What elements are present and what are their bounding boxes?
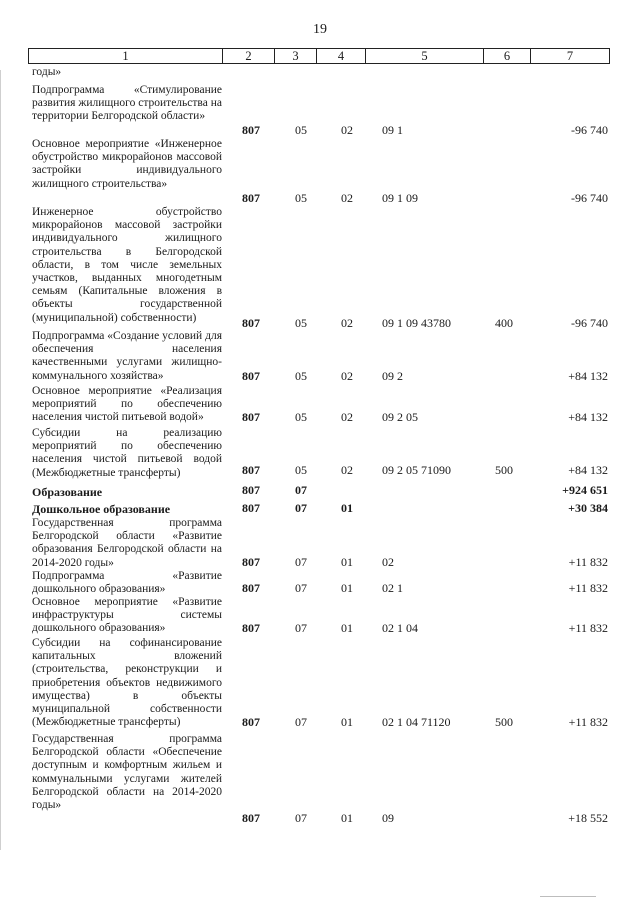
row-description: Дошкольное образование <box>32 502 171 516</box>
row-target-code: 09 2 05 <box>382 410 418 424</box>
row-amount: +11 832 <box>568 581 608 595</box>
row-amount: +924 651 <box>562 483 608 497</box>
row-section-code: 07 <box>295 555 307 569</box>
row-target-code: 09 2 <box>382 369 403 383</box>
row-target-code: 02 <box>382 555 394 569</box>
scan-margin-line <box>0 70 1 850</box>
row-target-code: 02 1 04 71120 <box>382 715 451 729</box>
row-description: Субсидии на софинансирование капитальных вложений (строительства, реконструкции и приобретения объектов недвижимого имущества) в объекты муниципальной собственности (Межбюджетные трансферты) <box>32 637 222 729</box>
row-expense-type: 500 <box>495 463 513 477</box>
row-section-code: 05 <box>295 191 307 205</box>
row-ministry-code: 807 <box>242 501 260 515</box>
row-ministry-code: 807 <box>242 581 260 595</box>
header-col-5: 5 <box>365 49 483 63</box>
row-ministry-code: 807 <box>242 123 260 137</box>
row-ministry-code: 807 <box>242 483 260 497</box>
row-amount: +18 552 <box>568 811 608 825</box>
row-description: Образование <box>32 485 103 499</box>
row-section-code: 07 <box>295 621 307 635</box>
row-subsection-code: 01 <box>341 811 353 825</box>
row-subsection-code: 02 <box>341 463 353 477</box>
page-number: 19 <box>313 22 327 37</box>
row-description: Инженерное обустройство микрорайонов массовой застройки индивидуального жилищного строительства в Белгородской области, в том числе земельных участков, выданных многодетным семьям (Капитальные вложения в объекты государственной (муниципальной) собственности) <box>32 206 222 324</box>
header-col-7: 7 <box>530 49 609 63</box>
row-ministry-code: 807 <box>242 621 260 635</box>
row-target-code: 09 2 05 71090 <box>382 463 451 477</box>
row-description: Государственная программа Белгородской области «Развитие образования Белгородской области на 2014-2020 годы» <box>32 517 222 569</box>
row-target-code: 02 1 04 <box>382 621 418 635</box>
row-amount: +30 384 <box>568 501 608 515</box>
row-ministry-code: 807 <box>242 191 260 205</box>
row-description: Государственная программа Белгородской области «Обеспечение доступным и комфортным жильем и коммунальными услугами жителей Белгородской области на 2014-2020 годы» <box>32 733 222 812</box>
row-description: Основное мероприятие «Инженерное обустройство микрорайонов массовой застройки индивидуального жилищного строительства» <box>32 138 222 190</box>
row-section-code: 07 <box>295 715 307 729</box>
row-ministry-code: 807 <box>242 463 260 477</box>
row-section-code: 07 <box>295 581 307 595</box>
row-amount: +11 832 <box>568 621 608 635</box>
header-col-4: 4 <box>316 49 365 63</box>
scan-edge-mark <box>540 896 596 897</box>
row-description: годы» <box>32 66 62 78</box>
row-subsection-code: 02 <box>341 123 353 137</box>
row-target-code: 09 1 09 <box>382 191 418 205</box>
row-subsection-code: 02 <box>341 316 353 330</box>
row-amount: -96 740 <box>571 316 608 330</box>
row-amount: +84 132 <box>568 410 608 424</box>
row-ministry-code: 807 <box>242 715 260 729</box>
row-target-code: 09 <box>382 811 394 825</box>
row-description: Подпрограмма «Стимулирование развития жилищного строительства на территории Белгородской области» <box>32 84 222 123</box>
row-ministry-code: 807 <box>242 811 260 825</box>
row-target-code: 09 1 09 43780 <box>382 316 451 330</box>
row-subsection-code: 01 <box>341 581 353 595</box>
row-subsection-code: 01 <box>341 715 353 729</box>
row-subsection-code: 01 <box>341 555 353 569</box>
row-description: Подпрограмма «Развитие дошкольного образования» <box>32 570 222 596</box>
header-col-1: 1 <box>122 49 129 63</box>
row-target-code: 09 1 <box>382 123 403 137</box>
row-amount: +11 832 <box>568 715 608 729</box>
row-ministry-code: 807 <box>242 410 260 424</box>
row-section-code: 05 <box>295 463 307 477</box>
row-section-code: 05 <box>295 123 307 137</box>
row-amount: -96 740 <box>571 123 608 137</box>
row-amount: -96 740 <box>571 191 608 205</box>
table-header-row <box>28 48 610 64</box>
row-section-code: 07 <box>295 483 307 497</box>
row-subsection-code: 02 <box>341 369 353 383</box>
row-section-code: 07 <box>295 501 307 515</box>
row-amount: +84 132 <box>568 369 608 383</box>
row-ministry-code: 807 <box>242 369 260 383</box>
header-col-3: 3 <box>274 49 316 63</box>
row-description: Субсидии на реализацию мероприятий по обеспечению населения чистой питьевой водой (Межбюджетные трансферты) <box>32 427 222 479</box>
row-section-code: 05 <box>295 410 307 424</box>
header-col-6: 6 <box>483 49 530 63</box>
row-subsection-code: 01 <box>341 621 353 635</box>
row-section-code: 07 <box>295 811 307 825</box>
row-target-code: 02 1 <box>382 581 403 595</box>
row-section-code: 05 <box>295 369 307 383</box>
row-description: Основное мероприятие «Развитие инфраструктуры системы дошкольного образования» <box>32 596 222 635</box>
row-expense-type: 400 <box>495 316 513 330</box>
row-section-code: 05 <box>295 316 307 330</box>
row-description: Подпрограмма «Создание условий для обеспечения населения качественными услугами жилищно-коммунального хозяйства» <box>32 330 222 382</box>
row-subsection-code: 02 <box>341 410 353 424</box>
row-ministry-code: 807 <box>242 555 260 569</box>
row-amount: +11 832 <box>568 555 608 569</box>
row-ministry-code: 807 <box>242 316 260 330</box>
row-description: Основное мероприятие «Реализация мероприятий по обеспечению населения чистой питьевой водой» <box>32 385 222 424</box>
row-subsection-code: 02 <box>341 191 353 205</box>
header-col-2: 2 <box>222 49 274 63</box>
row-amount: +84 132 <box>568 463 608 477</box>
row-expense-type: 500 <box>495 715 513 729</box>
row-subsection-code: 01 <box>341 501 353 515</box>
